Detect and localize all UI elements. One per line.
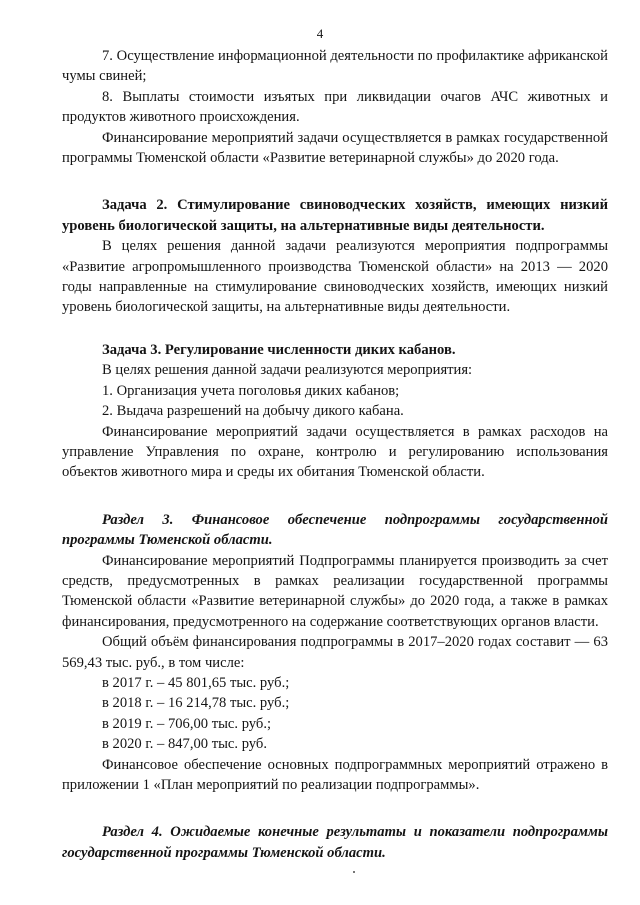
year-2019-amount: в 2019 г. – 706,00 тыс. руб.;: [102, 715, 272, 732]
task-3-intro: В целях решения данной задачи реализуются мероприятия:: [102, 362, 473, 379]
task-3-financing: Финансирование мероприятий задачи осуществляется в рамках расходов на управление Управления по охране, контролю и регулированию использования объектов животного мира и среды их обитания Тюменской области.: [62, 423, 608, 481]
scan-speck: [353, 871, 355, 873]
year-2018-amount: в 2018 г. – 16 214,78 тыс. руб.;: [102, 695, 290, 712]
financing-paragraph: Финансирование мероприятий задачи осуществляется в рамках государственной программы Тюменской области «Развитие ветеринарной службы» до 2020 года.: [62, 129, 608, 167]
page-content: [62, 46, 608, 863]
task-3-item-1: 1. Организация учета поголовья диких кабанов;: [102, 382, 400, 399]
section-3-appendix: Финансовое обеспечение основных подпрограммных мероприятий отражено в приложении 1 «План мероприятий по реализации подпрограммы».: [62, 756, 608, 793]
task-2-heading: Задача 2. Стимулирование свиноводческих хозяйств, имеющих низкий уровень биологической защиты, на альтернативные виды деятельности.: [62, 197, 608, 234]
list-item-7: 7. Осуществление информационной деятельности по профилактике африканской чумы свиней;: [62, 48, 608, 85]
section-3-heading: Раздел 3. Финансовое обеспечение подпрограммы государственной программы Тюменской области.: [62, 511, 608, 549]
task-2-text: В целях решения данной задачи реализуются мероприятия подпрограммы «Развитие агропромышленного производства Тюменской области» на 2013 — 2020 годы направленные на стимулирование свиноводческих хозяйств, имеющих низкий уровень биологической защиты, на альтернативные виды деятельности.: [62, 238, 608, 316]
task-3-heading: Задача 3. Регулирование численности диких кабанов.: [102, 341, 456, 358]
task-3-item-2: 2. Выдача разрешений на добычу дикого кабана.: [102, 403, 404, 420]
page-number: 4: [316, 26, 324, 41]
year-2020-amount: в 2020 г. – 847,00 тыс. руб.: [102, 736, 267, 753]
list-item-8: 8. Выплаты стоимости изъятых при ликвидации очагов АЧС животных и продуктов животного происхождения.: [62, 88, 608, 126]
section-3-paragraph: Финансирование мероприятий Подпрограммы планируется производить за счет средств, предусмотренных в рамках реализации государственной программы Тюменской области «Развитие ветеринарной службы» до 2020 года, а также в рамках финансирования, предусмотренного на содержание соответствующих органов власти.: [62, 552, 608, 630]
year-2017-amount: в 2017 г. – 45 801,65 тыс. руб.;: [102, 674, 290, 691]
section-4-heading: Раздел 4. Ожидаемые конечные результаты и показатели подпрограммы государственной программы Тюменской области.: [62, 824, 608, 861]
section-3-total: Общий объём финансирования подпрограммы в 2017–2020 годах составит — 63 569,43 тыс. руб., в том числе:: [62, 634, 608, 671]
